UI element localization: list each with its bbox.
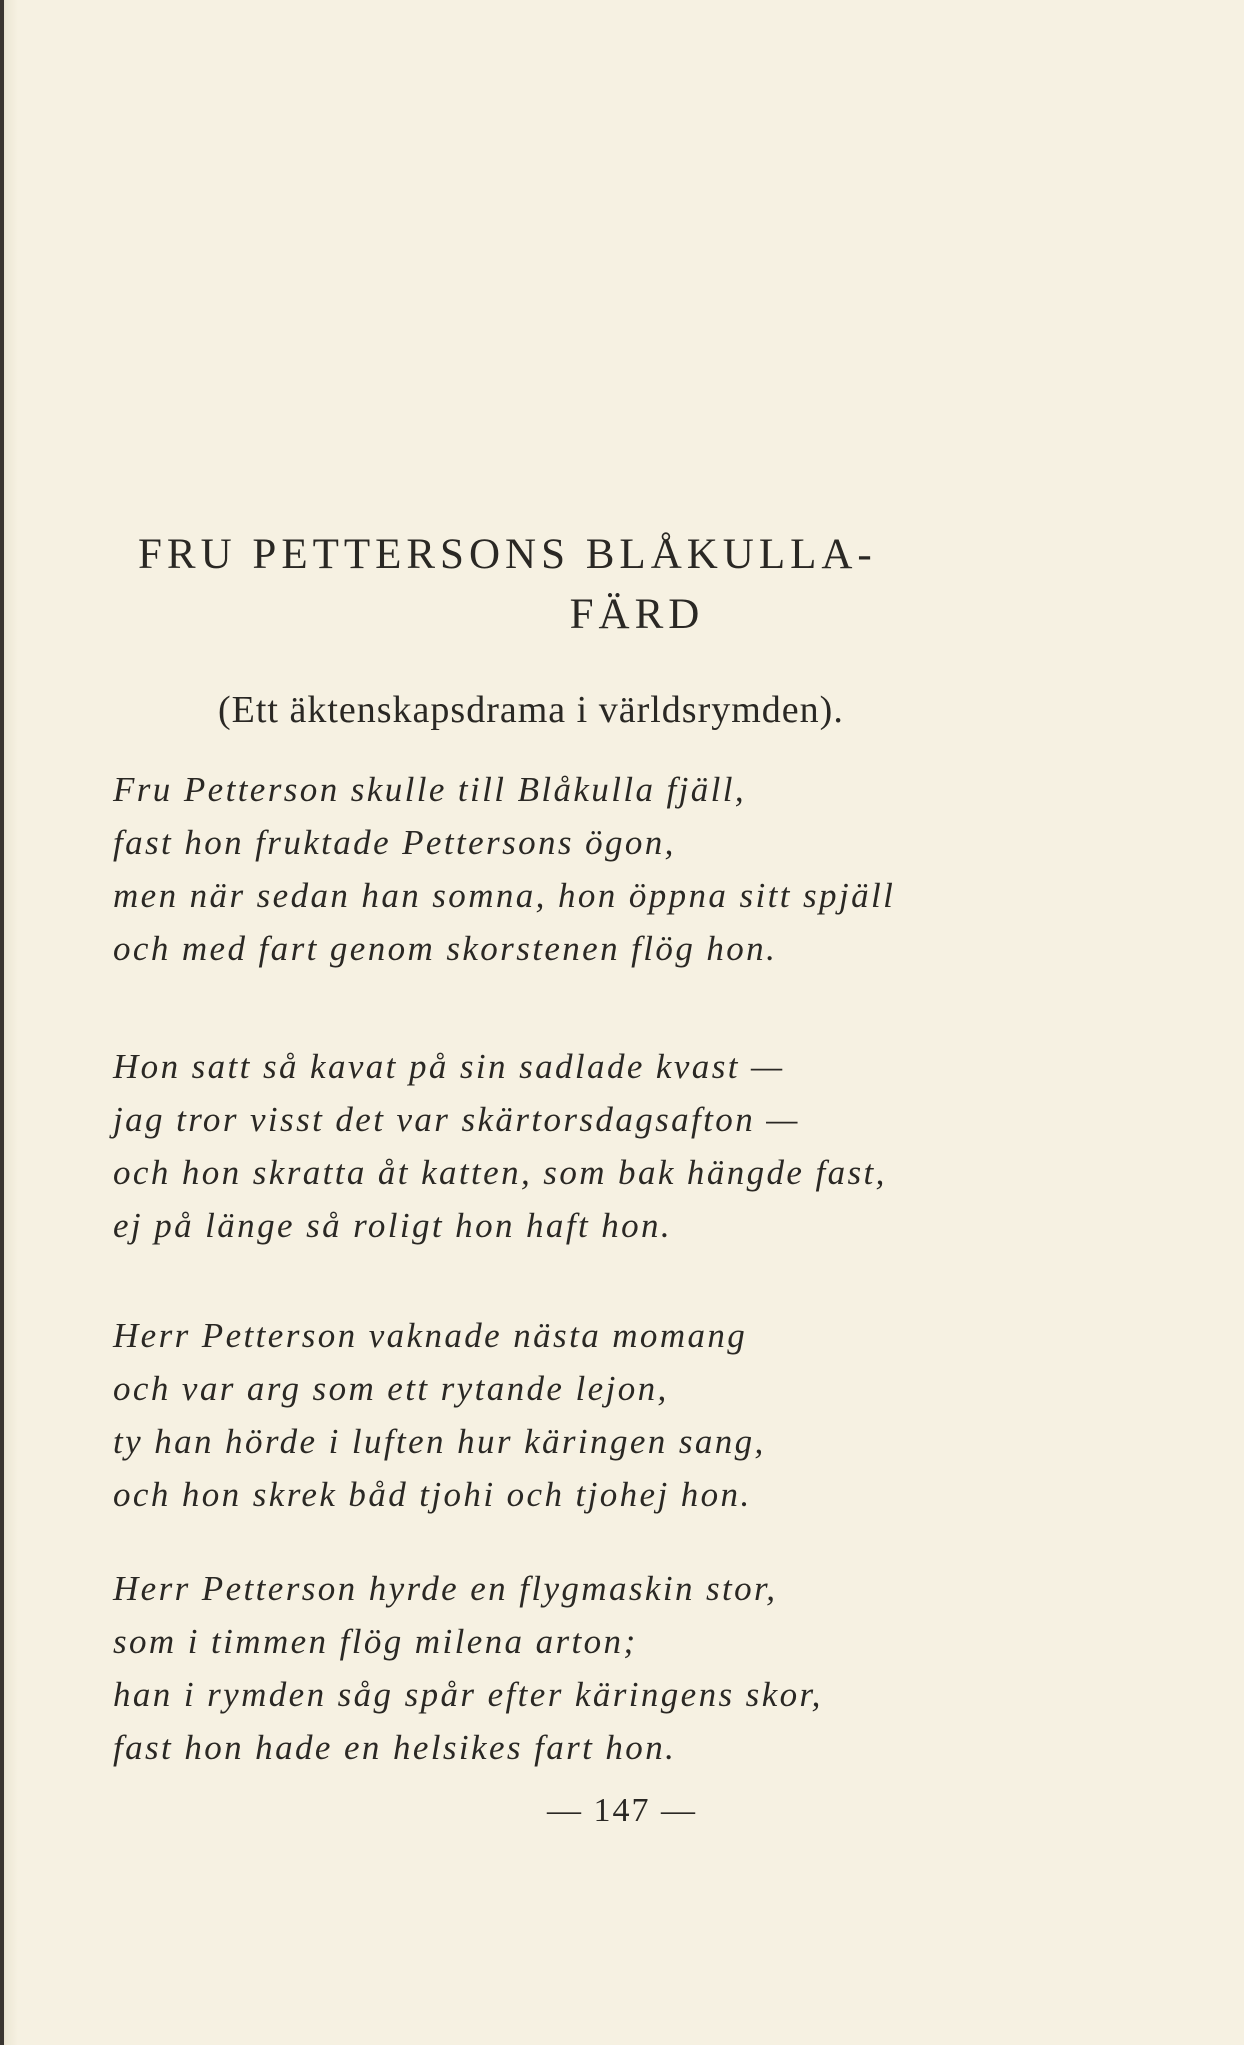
verse-line: han i rymden såg spår efter käringens skor, — [113, 1675, 823, 1714]
stanza-4 — [113, 1562, 1113, 1774]
verse-line: Herr Petterson hyrde en flygmaskin stor, — [113, 1569, 778, 1608]
verse-line: och var arg som ett rytande lejon, — [113, 1369, 669, 1408]
verse-line: fast hon fruktade Pettersons ögon, — [113, 823, 676, 862]
stanza-2 — [113, 1040, 1113, 1252]
verse-line: Hon satt så kavat på sin sadlade kvast — — [113, 1047, 785, 1086]
verse-line: fast hon hade en helsikes fart hon. — [113, 1728, 677, 1767]
verse-line: och hon skratta åt katten, som bak hängde fast, — [113, 1153, 887, 1192]
stanza-1 — [113, 763, 1113, 975]
page-number: — 147 — — [547, 1792, 697, 1829]
verse-line: men när sedan han somna, hon öppna sitt spjäll — [113, 876, 896, 915]
verse-line: och med fart genom skorstenen flög hon. — [113, 929, 778, 968]
verse-line: jag tror visst det var skärtorsdagsafton — — [113, 1100, 800, 1139]
stanza-3 — [113, 1309, 1113, 1521]
verse-line: Herr Petterson vaknade nästa momang — [113, 1316, 748, 1355]
verse-line: som i timmen flög milena arton; — [113, 1622, 638, 1661]
poem-subtitle: (Ett äktenskapsdrama i världsrymden). — [218, 689, 844, 731]
verse-line: ej på länge så roligt hon haft hon. — [113, 1206, 673, 1245]
verse-line: och hon skrek båd tjohi och tjohej hon. — [113, 1475, 752, 1514]
poem-title-line-1: FRU PETTERSONS BLÅKULLA- — [138, 531, 877, 578]
verse-line: Fru Petterson skulle till Blåkulla fjäll, — [113, 770, 747, 809]
page-binding-edge — [0, 0, 4, 2045]
verse-line: ty han hörde i luften hur käringen sang, — [113, 1422, 766, 1461]
poem-title-line-2: FÄRD — [569, 591, 705, 638]
